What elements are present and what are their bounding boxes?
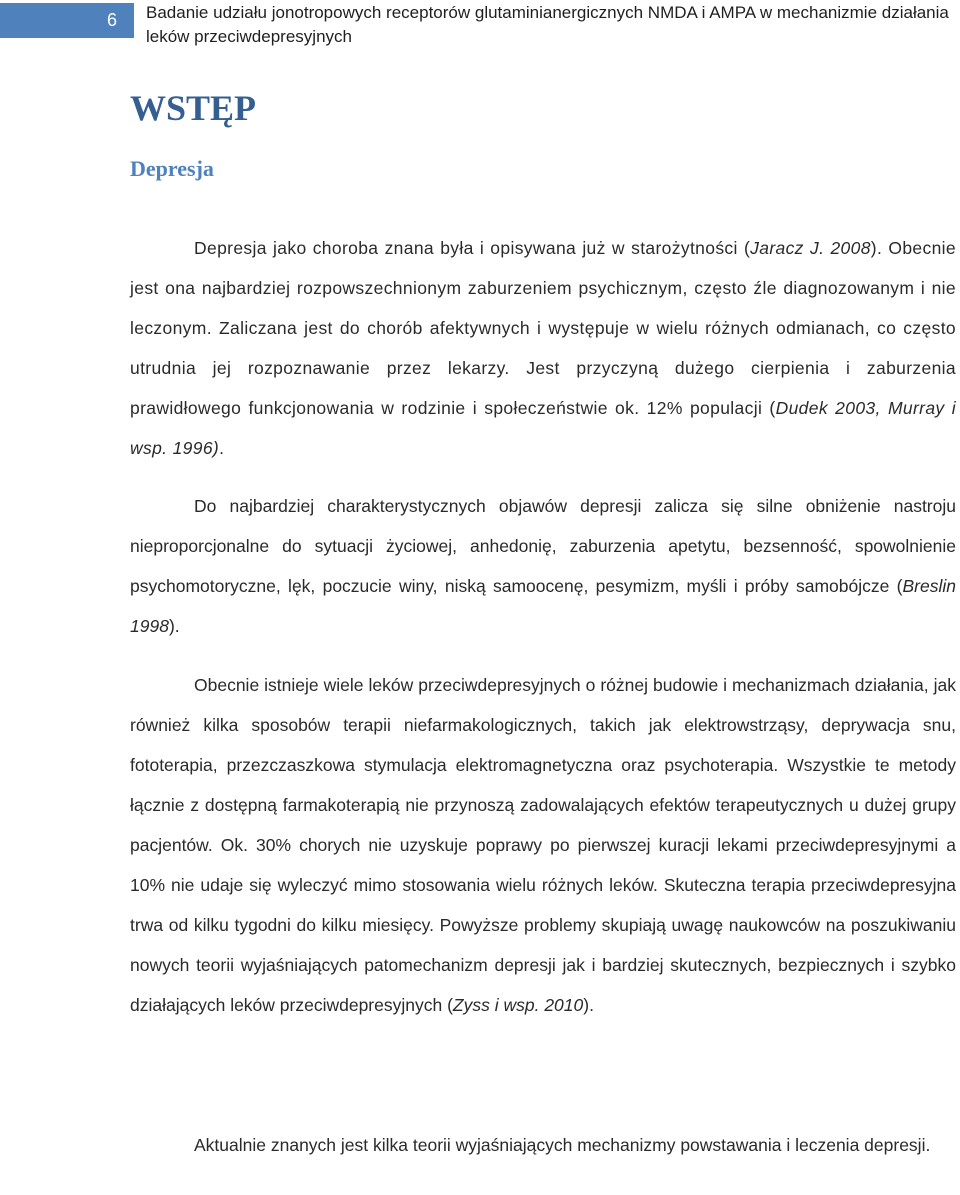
citation: Jaracz J. 2008 <box>750 238 871 258</box>
paragraph-text: ). Obecnie jest ona najbardziej rozpowszechnionym zaburzeniem psychicznym, często źle diagnozowanym i nie leczonym. Zaliczana jest do chorób afektywnych i występuje w wielu różnych odmianach, co często utrudnia jej rozpoznawanie przez lekarzy. Jest przyczyną dużego cierpienia i zaburzenia prawidłowego funkcjonowania w rodzinie i społeczeństwie ok. 12% populacji ( <box>130 238 957 418</box>
running-header-title: Badanie udziału jonotropowych receptorów glutaminianergicznych NMDA i AMPA w mechanizmie działania leków przeciwdepresyjnych <box>146 3 949 46</box>
page-header <box>0 0 960 50</box>
citation: Breslin 1998 <box>130 576 956 636</box>
section-title: WSTĘP <box>130 88 257 128</box>
subsection-title: Depresja <box>130 156 214 181</box>
paragraph-text: ). <box>168 616 180 636</box>
paragraph-text: Obecnie istnieje wiele leków przeciwdepresyjnych o różnej budowie i mechanizmach działania, jak również kilka sposobów terapii niefarmakologicznych, takich jak elektrowstrząsy, deprywacja snu, fototerapia, przezczaszkowa stymulacja elektromagnetyczna oraz psychoterapia. Wszystkie te metody łącznie z dostępną farmakoterapią nie przynoszą zadowalających efektów terapeutycznych u dużej grupy pacjentów. Ok. 30% chorych nie uzyskuje poprawy po pierwszej kuracji lekami przeciwdepresyjnymi a 10% nie udaje się wyleczyć mimo stosowania wielu różnych leków. Skuteczna terapia przeciwdepresyjna trwa od kilku tygodni do kilku miesięcy. Powyższe problemy skupiają uwagę naukowców na poszukiwaniu nowych teorii wyjaśniających patomechanizm depresji jak i bardziej skutecznych, bezpiecznych i szybko działających leków przeciwdepresyjnych ( <box>130 675 956 1015</box>
paragraph-theories <box>130 1125 956 1165</box>
citation: Zyss i wsp. 2010 <box>452 995 584 1015</box>
paragraph-text: ). <box>583 995 594 1015</box>
paragraph-history <box>130 228 956 468</box>
paragraph-text: Depresja jako choroba znana była i opisywana już w starożytności ( <box>194 238 751 258</box>
paragraph-text: . <box>219 438 225 458</box>
paragraph-symptoms <box>130 486 956 646</box>
page-number: 6 <box>0 3 134 38</box>
paragraph-text: Do najbardziej charakterystycznych objawów depresji zalicza się silne obniżenie nastroju nieproporcjonalne do sytuacji życiowej, anhedonię, zaburzenia apetytu, bezsenność, spowolnienie psychomotoryczne, lęk, poczucie winy, niską samoocenę, pesymizm, myśli i próby samobójcze ( <box>130 496 956 596</box>
paragraph-text: Aktualnie znanych jest kilka teorii wyjaśniających mechanizmy powstawania i leczenia depresji. <box>194 1135 931 1155</box>
citation: Dudek 2003, Murray i wsp. 1996) <box>130 398 956 458</box>
paragraph-treatment <box>130 665 956 1025</box>
